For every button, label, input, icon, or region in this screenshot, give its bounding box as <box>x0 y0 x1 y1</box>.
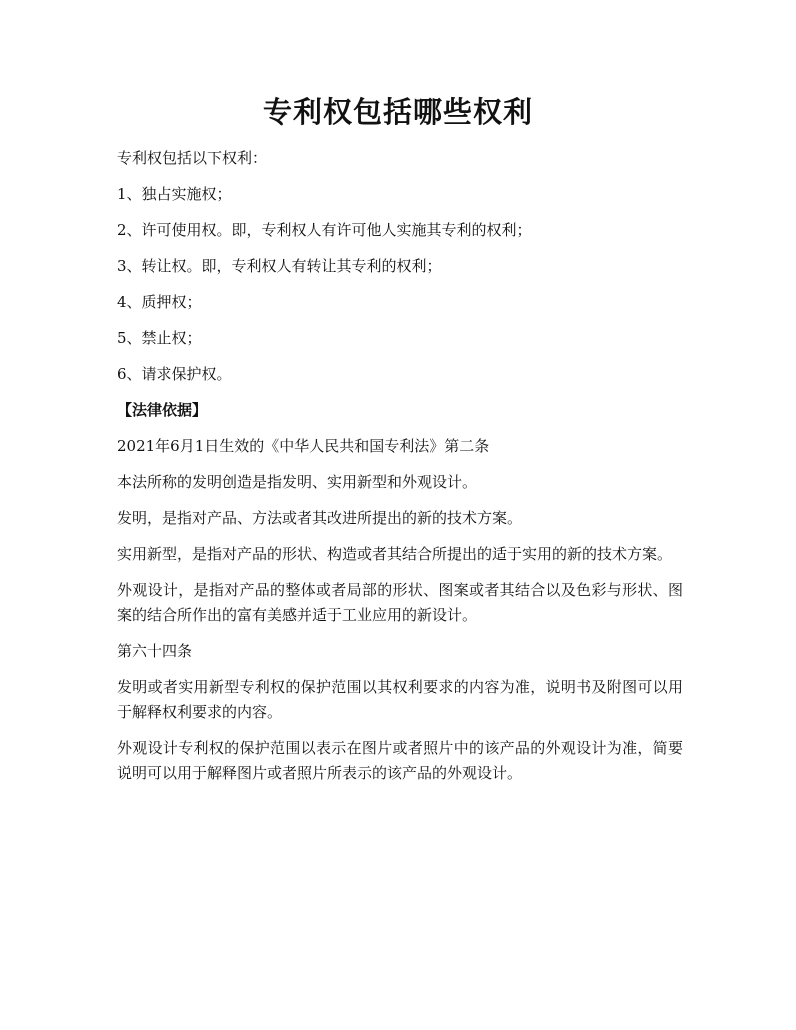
list-item: 2、许可使用权。即，专利权人有许可他人实施其专利的权利； <box>117 221 532 239</box>
paragraph: 发明，是指对产品、方法或者其改进所提出的新的技术方案。 <box>117 509 523 527</box>
paragraph: 实用新型，是指对产品的形状、构造或者其结合所提出的适于实用的新的技术方案。 <box>117 545 673 563</box>
document-body <box>117 146 683 797</box>
list-item: 1、独占实施权； <box>117 185 232 203</box>
paragraph: 外观设计专利权的保护范围以表示在图片或者照片中的该产品的外观设计为准，简要说明可以用于解释图片或者照片所表示的该产品的外观设计。 <box>117 739 683 782</box>
paragraph: 2021年6月1日生效的《中华人民共和国专利法》第二条 <box>117 437 490 455</box>
list-item: 3、转让权。即，专利权人有转让其专利的权利； <box>117 257 442 275</box>
document-title: 专利权包括哪些权利 <box>262 95 533 129</box>
section-heading: 【法律依据】 <box>117 401 208 419</box>
paragraph: 专利权包括以下权利： <box>117 149 268 167</box>
paragraph: 发明或者实用新型专利权的保护范围以其权利要求的内容为准，说明书及附图可以用于解释权利要求的内容。 <box>117 678 683 721</box>
paragraph: 本法所称的发明创造是指发明、实用新型和外观设计。 <box>117 473 478 491</box>
paragraph: 外观设计，是指对产品的整体或者局部的形状、图案或者其结合以及色彩与形状、图案的结合所作出的富有美感并适于工业应用的新设计。 <box>117 581 683 624</box>
list-item: 5、禁止权； <box>117 329 202 347</box>
paragraph: 第六十四条 <box>117 642 193 660</box>
list-item: 6、请求保护权。 <box>117 365 232 383</box>
list-item: 4、质押权； <box>117 293 202 311</box>
